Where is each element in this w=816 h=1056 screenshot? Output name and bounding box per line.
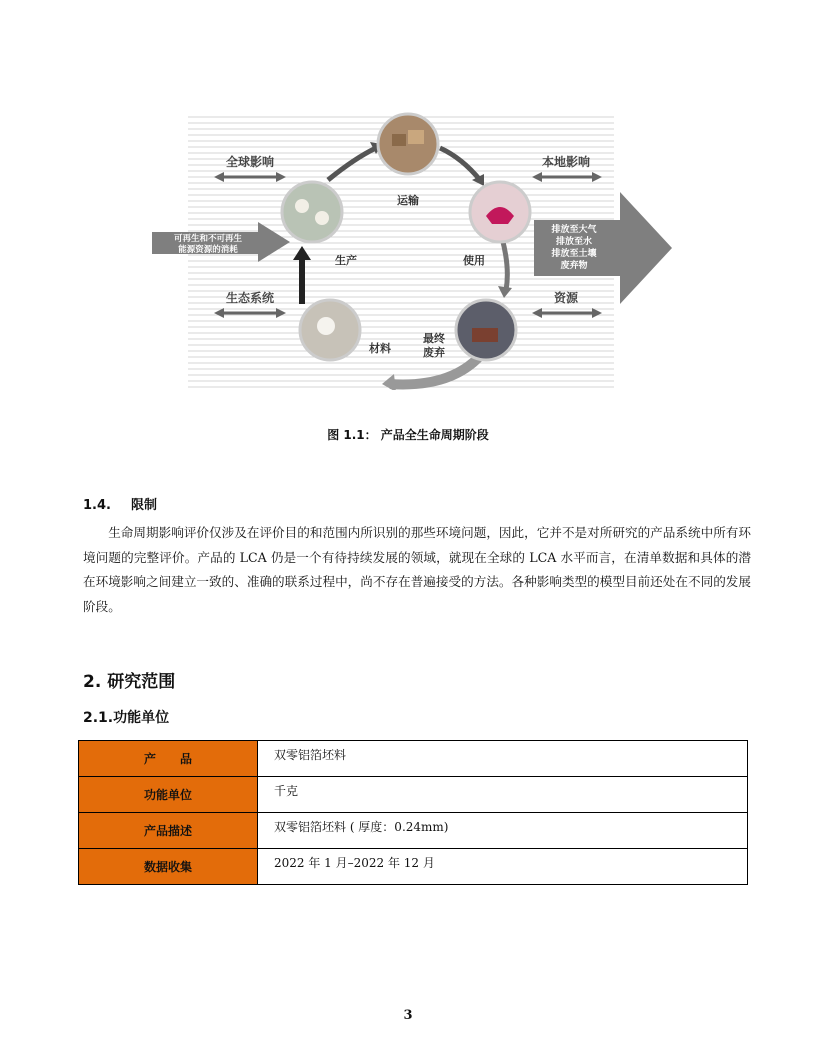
energy-label-line1: 可再生和不可再生 [173, 234, 243, 244]
table-row [79, 813, 748, 849]
figure-caption: 图 1.1： 产品全生命周期阶段 [327, 428, 489, 442]
limitations-paragraph: 生命周期影响评价仅涉及在评价目的和范围内所识别的那些环境问题，因此，它并不是对所研究的产品系统中所有环境问题的完整评价。产品的 LCA 仍是一个有待持续发展的领域，就现在全球的 LCA 水平而言，在清单数据和具体的潜在环境影响之间建立一致的、准确的联系过程中，尚不存在普遍接受的方法。各种影响类型的模型目前还处在不同的发展阶段。 [83, 525, 751, 614]
emission-label-line3: 排放至土壤 [551, 249, 597, 259]
section-number: 1.4. [83, 498, 111, 513]
emission-label-line2: 排放至水 [555, 237, 593, 247]
table-row [79, 777, 748, 813]
stage-end-label-line2: 废弃 [423, 346, 445, 359]
lifecycle-diagram [150, 108, 675, 390]
energy-label-line2: 能源资源的消耗 [178, 245, 238, 255]
functional-unit-table [78, 740, 748, 885]
stage-production-label: 生产 [335, 254, 357, 267]
production-photo [282, 182, 342, 242]
table-value-cell: 千克 [258, 777, 748, 813]
global-impact-label: 全球影响 [225, 155, 275, 169]
table-key-cell: 产品描述 [79, 813, 258, 849]
table-value-cell: 2022 年 1 月–2022 年 12 月 [258, 849, 748, 885]
table-key-cell: 产 品 [79, 741, 258, 777]
table-value-cell: 双零铝箔坯料 ( 厚度：0.24mm) [258, 813, 748, 849]
page-number: 3 [403, 1008, 413, 1023]
table-row [79, 849, 748, 885]
local-impact-label: 本地影响 [541, 155, 591, 169]
stage-use-label: 使用 [463, 254, 485, 267]
section-heading-2-1: 2.1.功能单位 [83, 710, 170, 726]
table-key-cell: 功能单位 [79, 777, 258, 813]
emission-label-line4: 废弃物 [560, 261, 588, 271]
stage-transport-label: 运输 [397, 194, 419, 207]
emission-label-line1: 排放至大气 [551, 225, 597, 235]
section-heading-1-4 [83, 494, 157, 513]
ecosystem-label: 生态系统 [225, 291, 275, 305]
table-value-cell: 双零铝箔坯料 [258, 741, 748, 777]
lifecycle-figure [150, 108, 675, 390]
section-title: 限制 [131, 498, 158, 513]
table-row [79, 741, 748, 777]
table-key-cell: 数据收集 [79, 849, 258, 885]
stage-material-label: 材料 [369, 342, 391, 355]
resources-label: 资源 [553, 291, 579, 305]
section-heading-2: 2. 研究范围 [83, 672, 176, 692]
stage-end-label-line1: 最终 [423, 332, 445, 345]
